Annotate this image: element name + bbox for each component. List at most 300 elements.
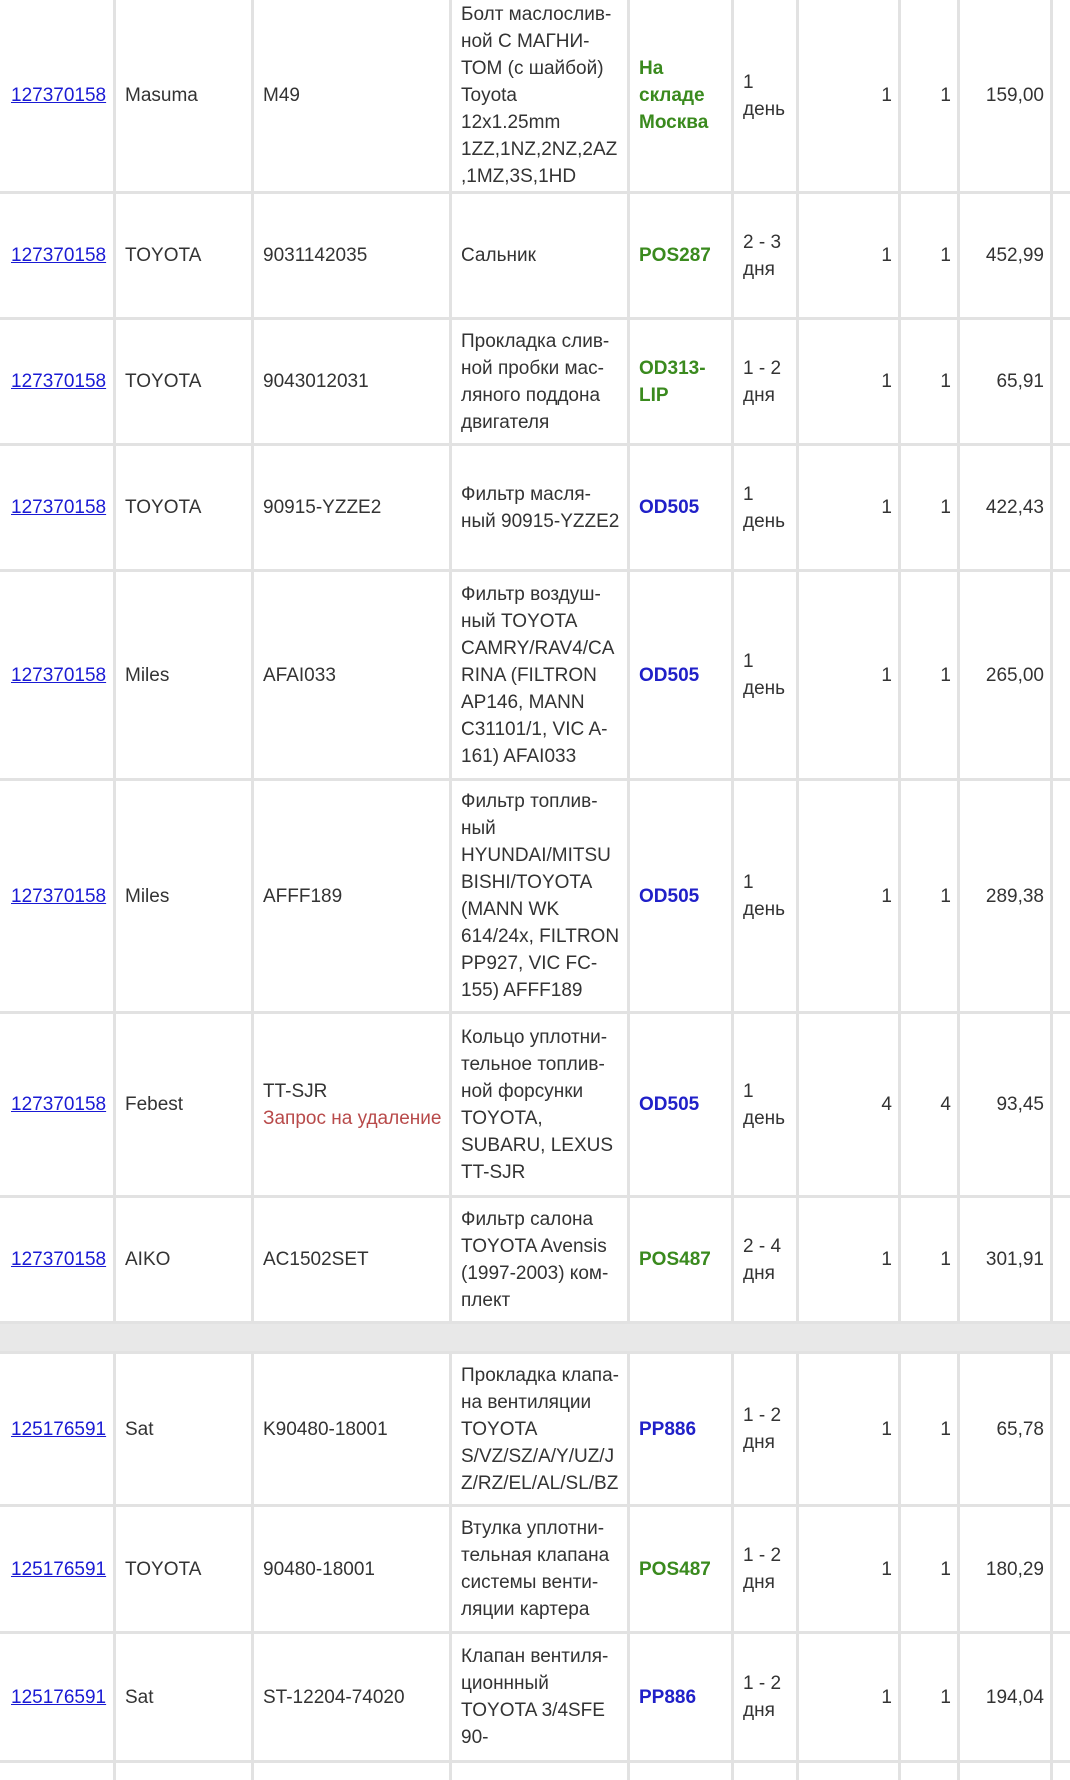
article-cell (254, 0, 452, 191)
term-cell (734, 1014, 799, 1195)
stock-location (639, 55, 708, 136)
description-line: CAMRY/RAV4/CA (461, 637, 615, 659)
order-number-link[interactable]: 127370158 (11, 371, 107, 392)
qty-cell (799, 1014, 901, 1195)
stock-cell (630, 446, 734, 569)
order-number-link[interactable]: 127370158 (11, 1094, 107, 1115)
term-cell (734, 1507, 799, 1631)
description-line: (MANN WK (461, 899, 560, 920)
quantity-confirmed: 1 (940, 664, 951, 686)
term-line: день (743, 98, 786, 120)
qty2-cell (901, 0, 960, 191)
desc-cell (452, 1354, 630, 1504)
delivery-term (743, 869, 785, 923)
quantity-confirmed: 1 (940, 1558, 951, 1580)
term-line: день (743, 510, 786, 532)
table-row (0, 1507, 1070, 1631)
table-row (0, 320, 1070, 443)
quantity-confirmed: 1 (940, 85, 951, 106)
description-line: плект (461, 1289, 511, 1311)
description-line: 161) AFAI033 (461, 745, 577, 767)
article-number: AC1502SET (263, 1249, 369, 1270)
quantity-confirmed: 1 (940, 245, 951, 266)
stock-cell (630, 194, 734, 317)
term-line: день (743, 1107, 786, 1129)
item-description (461, 328, 609, 436)
term-cell (734, 781, 799, 1011)
table-row (0, 572, 1070, 778)
description-line: Кольцо уплотни- (461, 1026, 608, 1048)
article-cell (254, 320, 452, 443)
stock-location (639, 1416, 696, 1443)
term-line: дня (743, 384, 775, 406)
delivery-term (743, 355, 781, 409)
stock-line: POS487 (639, 1249, 711, 1270)
stock-line: OD505 (639, 497, 700, 518)
desc-cell (452, 781, 630, 1011)
description-line: TT-SJR (461, 1161, 526, 1183)
qty2-cell (901, 1198, 960, 1321)
brand-name: Febest (125, 1094, 184, 1115)
item-description (461, 1643, 608, 1751)
qty-cell (799, 446, 901, 569)
desc-cell (452, 1014, 630, 1195)
brand-cell (116, 781, 254, 1011)
term-line: дня (743, 1572, 775, 1593)
article-number: 9031142035 (263, 245, 368, 266)
order-cell (0, 1198, 116, 1321)
stock-location (639, 1684, 696, 1711)
term-cell (734, 1354, 799, 1504)
order-cell (0, 1634, 116, 1760)
brand-cell (116, 1634, 254, 1760)
term-line: 1 - 2 (743, 1545, 782, 1566)
quantity-ordered: 1 (881, 85, 892, 106)
description-line: Фильтр масля- (461, 483, 591, 505)
brand-name: Miles (125, 664, 170, 686)
brand-cell (116, 1507, 254, 1631)
article-number: AFAI033 (263, 664, 336, 686)
table-row (0, 1634, 1070, 1760)
article-block (263, 883, 342, 910)
item-price: 301,91 (985, 1249, 1044, 1270)
description-line: ной форсунки (461, 1080, 584, 1102)
brand-cell (116, 0, 254, 191)
description-line: Фильтр салона (461, 1208, 594, 1230)
description-line: SUBARU, LEXUS (461, 1134, 614, 1156)
price-cell (960, 1634, 1053, 1760)
description-line: ляного поддона (461, 384, 601, 406)
term-line: 1 (743, 1080, 754, 1102)
article-cell (254, 572, 452, 778)
description-line: TOYOTA (461, 1418, 538, 1440)
article-block (263, 1556, 375, 1583)
order-number-link[interactable]: 125176591 (11, 1558, 107, 1580)
term-line: 1 (743, 483, 754, 505)
delete-request-note[interactable]: Запрос на удаление (263, 1107, 442, 1129)
description-line: Клапан вентиля- (461, 1646, 609, 1667)
article-number: 90480-18001 (263, 1558, 375, 1580)
item-price: 65,78 (996, 1418, 1044, 1440)
order-cell (0, 1354, 116, 1504)
desc-cell (452, 194, 630, 317)
term-cell (734, 572, 799, 778)
stock-cell (630, 1507, 734, 1631)
quantity-confirmed: 1 (940, 1249, 951, 1270)
brand-name: Sat (125, 1418, 154, 1440)
table-row (0, 781, 1070, 1011)
term-line: дня (743, 1432, 775, 1453)
term-line: дня (743, 258, 775, 280)
description-line: 1ZZ,1NZ,2NZ,2AZ (461, 139, 618, 160)
description-line: на вентиляции (461, 1391, 592, 1413)
item-price: 93,45 (996, 1094, 1044, 1115)
brand-cell (116, 1014, 254, 1195)
article-block (263, 82, 300, 109)
stock-location (639, 242, 711, 269)
order-number-link[interactable]: 127370158 (11, 664, 107, 686)
order-number-link[interactable]: 125176591 (11, 1418, 107, 1440)
section-separator (0, 1321, 1070, 1351)
stock-line: POS287 (639, 245, 711, 266)
stock-cell (630, 320, 734, 443)
order-cell (0, 194, 116, 317)
item-price: 452,99 (985, 245, 1044, 266)
quantity-ordered: 1 (881, 1418, 892, 1440)
item-description (461, 581, 614, 770)
order-cell (0, 781, 116, 1011)
stock-line: складе (639, 85, 705, 106)
article-number: K90480-18001 (263, 1418, 388, 1440)
description-line: Прокладка клапа- (461, 1364, 619, 1386)
article-number: 90915-YZZE2 (263, 497, 382, 518)
desc-cell (452, 0, 630, 191)
quantity-confirmed: 4 (940, 1094, 951, 1115)
description-line: Фильтр воздуш- (461, 583, 601, 605)
description-line: Сальник (461, 245, 536, 266)
term-line: 1 (743, 71, 754, 93)
price-cell (960, 320, 1053, 443)
stock-line: POS487 (639, 1558, 711, 1580)
term-cell (734, 320, 799, 443)
desc-cell (452, 320, 630, 443)
price-cell (960, 446, 1053, 569)
order-number-link[interactable]: 125176591 (11, 1686, 107, 1708)
term-cell (734, 446, 799, 569)
stock-line: PP886 (639, 1418, 697, 1440)
description-line: ционнный (461, 1673, 549, 1694)
row-divider (0, 1321, 1070, 1324)
delivery-term (743, 1670, 781, 1724)
table-row (0, 194, 1070, 317)
quantity-ordered: 1 (881, 885, 892, 907)
article-number: TT-SJR (263, 1080, 328, 1102)
description-line: Фильтр топлив- (461, 791, 598, 812)
price-cell (960, 1354, 1053, 1504)
qty2-cell (901, 1507, 960, 1631)
table-row (0, 0, 1070, 191)
brand-cell (116, 320, 254, 443)
description-line: TOYOTA, (461, 1107, 543, 1129)
term-line: 1 - 2 (743, 1673, 782, 1694)
stock-location (639, 494, 699, 521)
item-description (461, 1024, 613, 1186)
description-line: TOYOTA Avensis (461, 1235, 607, 1257)
term-cell (734, 1634, 799, 1760)
description-line: системы венти- (461, 1572, 599, 1593)
stock-line: LIP (639, 384, 669, 406)
quantity-confirmed: 1 (940, 371, 951, 392)
stock-location (639, 662, 699, 689)
delivery-term (743, 1402, 781, 1456)
item-description (461, 1362, 619, 1497)
term-line: 2 - 4 (743, 1235, 782, 1257)
term-cell (734, 1198, 799, 1321)
delivery-term (743, 648, 785, 702)
description-line: 155) AFFF189 (461, 980, 583, 1001)
qty-cell (799, 1634, 901, 1760)
article-cell (254, 1198, 452, 1321)
article-block (263, 494, 381, 521)
description-line: Болт маслослив- (461, 4, 612, 25)
article-block (263, 1416, 388, 1443)
quantity-ordered: 1 (881, 497, 892, 518)
description-line: 614/24x, FILTRON (461, 926, 620, 947)
term-line: 2 - 3 (743, 231, 782, 253)
order-cell (0, 0, 116, 191)
brand-name: TOYOTA (125, 497, 202, 518)
description-line: PP927, VIC FC- (461, 953, 598, 974)
qty2-cell (901, 1634, 960, 1760)
qty2-cell (901, 781, 960, 1011)
stock-cell (630, 1354, 734, 1504)
item-description (461, 1515, 609, 1623)
description-line: TOYOTA 3/4SFE (461, 1700, 605, 1721)
quantity-confirmed: 1 (940, 1686, 951, 1708)
order-number-link[interactable]: 127370158 (11, 245, 107, 266)
order-number-link[interactable]: 127370158 (11, 885, 107, 907)
description-line: BISHI/TOYOTA (461, 872, 593, 893)
stock-line: Москва (639, 112, 709, 133)
description-line: ,1MZ,3S,1HD (461, 166, 577, 187)
price-cell (960, 781, 1053, 1011)
qty2-cell (901, 320, 960, 443)
description-line: ляции картера (461, 1599, 590, 1620)
description-line: двигателя (461, 411, 550, 433)
order-cell (0, 320, 116, 443)
description-line: S/VZ/SZ/A/Y/UZ/J (461, 1445, 615, 1467)
item-description (461, 242, 536, 269)
qty2-cell (901, 446, 960, 569)
delivery-term (743, 1233, 781, 1287)
qty-cell (799, 194, 901, 317)
term-line: дня (743, 1700, 775, 1721)
description-line: 90- (461, 1727, 489, 1748)
table-row (0, 1198, 1070, 1321)
article-number: AFFF189 (263, 885, 343, 907)
brand-name: TOYOTA (125, 371, 202, 392)
brand-name: TOYOTA (125, 1558, 202, 1580)
article-cell (254, 1507, 452, 1631)
stock-location (639, 883, 699, 910)
stock-location (639, 1246, 711, 1273)
term-line: день (743, 678, 786, 699)
article-number: 9043012031 (263, 371, 369, 392)
stock-line: OD505 (639, 1094, 700, 1115)
desc-cell (452, 446, 630, 569)
term-line: 1 - 2 (743, 1405, 782, 1426)
term-line: 1 (743, 872, 754, 893)
delivery-term (743, 229, 781, 283)
term-line: 1 - 2 (743, 357, 782, 379)
quantity-confirmed: 1 (940, 1418, 951, 1440)
quantity-ordered: 1 (881, 664, 892, 686)
description-line: Прокладка слив- (461, 330, 610, 352)
stock-location (639, 355, 706, 409)
item-price: 194,04 (985, 1686, 1044, 1708)
qty2-cell (901, 194, 960, 317)
description-line: ТОМ (с шайбой) (461, 58, 604, 79)
qty-cell (799, 320, 901, 443)
article-block (263, 368, 369, 395)
item-price: 180,29 (985, 1558, 1044, 1580)
item-description (461, 788, 619, 1004)
brand-name: Sat (125, 1686, 154, 1708)
article-block (263, 1246, 369, 1273)
brand-name: AIKO (125, 1249, 171, 1270)
article-cell (254, 1634, 452, 1760)
description-line: ной пробки мас- (461, 357, 604, 379)
item-description (461, 1, 617, 190)
brand-name: Masuma (125, 85, 198, 106)
article-cell (254, 194, 452, 317)
description-line: Z/RZ/EL/AL/SL/BZ (461, 1472, 619, 1494)
order-number-link[interactable]: 127370158 (11, 85, 107, 106)
order-cell (0, 1507, 116, 1631)
qty-cell (799, 572, 901, 778)
stock-cell (630, 0, 734, 191)
item-price: 159,00 (985, 85, 1044, 106)
description-line: Toyota (461, 85, 517, 106)
stock-line: OD505 (639, 664, 700, 686)
qty2-cell (901, 1354, 960, 1504)
quantity-ordered: 1 (881, 371, 892, 392)
brand-cell (116, 194, 254, 317)
item-price: 422,43 (985, 497, 1044, 518)
stock-location (639, 1091, 699, 1118)
price-cell (960, 572, 1053, 778)
quantity-confirmed: 1 (940, 497, 951, 518)
order-number-link[interactable]: 127370158 (11, 497, 107, 518)
article-block (263, 1078, 441, 1132)
brand-name: Miles (125, 885, 170, 907)
order-cell (0, 572, 116, 778)
description-line: 12x1.25mm (461, 112, 561, 133)
description-line: ный TOYOTA (461, 610, 578, 632)
price-cell (960, 1014, 1053, 1195)
quantity-ordered: 1 (881, 1249, 892, 1270)
stock-cell (630, 1198, 734, 1321)
delivery-term (743, 1078, 785, 1132)
quantity-ordered: 4 (881, 1094, 892, 1115)
desc-cell (452, 572, 630, 778)
description-line: (1997-2003) ком- (461, 1262, 609, 1284)
description-line: ный (461, 818, 496, 839)
description-line: тельная клапана (461, 1545, 610, 1566)
item-description (461, 1206, 608, 1314)
article-block (263, 1684, 405, 1711)
article-block (263, 242, 367, 269)
qty-cell (799, 0, 901, 191)
price-cell (960, 1507, 1053, 1631)
brand-cell (116, 1354, 254, 1504)
description-line: C31101/1, VIC A- (461, 718, 608, 740)
description-line: тельное топлив- (461, 1053, 605, 1075)
order-cell (0, 1014, 116, 1195)
term-cell (734, 194, 799, 317)
price-cell (960, 1198, 1053, 1321)
brand-cell (116, 1198, 254, 1321)
qty2-cell (901, 572, 960, 778)
article-cell (254, 446, 452, 569)
stock-cell (630, 781, 734, 1011)
description-line: Втулка уплотни- (461, 1518, 605, 1539)
article-number: M49 (263, 85, 300, 106)
delivery-term (743, 481, 785, 535)
description-line: RINA (FILTRON (461, 664, 597, 686)
term-cell (734, 0, 799, 191)
order-cell (0, 446, 116, 569)
table-row (0, 446, 1070, 569)
stock-location (639, 1556, 711, 1583)
stock-cell (630, 1634, 734, 1760)
stock-line: PP886 (639, 1686, 697, 1708)
term-line: дня (743, 1262, 775, 1284)
article-cell (254, 1014, 452, 1195)
table-row (0, 1354, 1070, 1504)
price-cell (960, 0, 1053, 191)
price-cell (960, 194, 1053, 317)
row-divider (0, 1760, 1070, 1763)
article-block (263, 662, 336, 689)
quantity-confirmed: 1 (940, 885, 951, 907)
qty-cell (799, 1198, 901, 1321)
item-description (461, 481, 619, 535)
term-line: день (743, 899, 786, 920)
quantity-ordered: 1 (881, 1686, 892, 1708)
item-price: 289,38 (985, 885, 1044, 907)
description-line: AP146, MANN (461, 691, 585, 713)
desc-cell (452, 1634, 630, 1760)
order-number-link[interactable]: 127370158 (11, 1249, 107, 1270)
qty-cell (799, 781, 901, 1011)
qty-cell (799, 1354, 901, 1504)
stock-cell (630, 572, 734, 778)
article-cell (254, 1354, 452, 1504)
item-price: 265,00 (985, 664, 1044, 686)
qty2-cell (901, 1014, 960, 1195)
desc-cell (452, 1198, 630, 1321)
stock-line: На (639, 58, 664, 79)
stock-line: OD505 (639, 885, 700, 907)
desc-cell (452, 1507, 630, 1631)
term-line: 1 (743, 651, 754, 672)
quantity-ordered: 1 (881, 245, 892, 266)
description-line: ной С МАГНИ- (461, 31, 590, 52)
brand-cell (116, 446, 254, 569)
brand-name: TOYOTA (125, 245, 202, 266)
item-price: 65,91 (996, 371, 1044, 392)
